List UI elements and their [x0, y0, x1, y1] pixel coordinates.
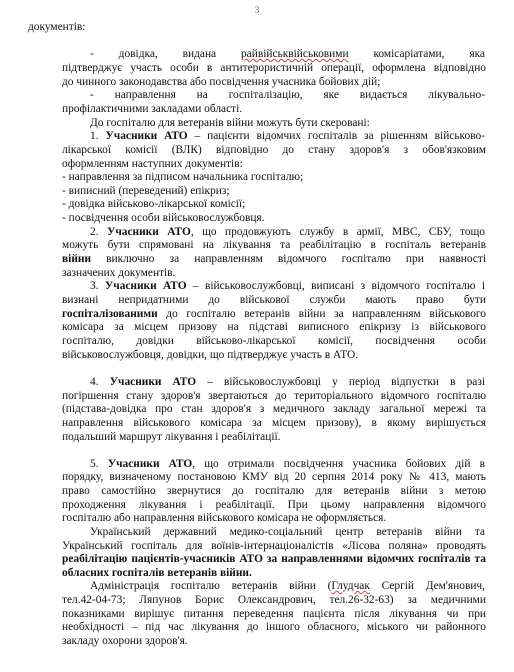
text-line: - довідка, видана райвійськвійськовими комісаріатами, яка: [90, 48, 485, 60]
text-line: документів:: [28, 21, 86, 33]
text-line: - направлення на госпіталізацію, яке видається лікувально-: [90, 89, 485, 101]
text-line: 4. Учасники АТО – військовослужбовці у період відпустки в разі: [90, 376, 485, 388]
text-line: направлення військового комісара за місцем призову), в якому вирішується: [62, 417, 486, 429]
text-line: госпіталю або направлення військового комісара не оформляється.: [62, 512, 387, 524]
text-line: - довідка військово-лікарської комісії;: [62, 198, 246, 210]
text-line: 3. Учасники АТО – військовослужбовці, виписані з відомчого госпіталю і: [90, 280, 486, 292]
page-number: 3: [254, 5, 260, 15]
text-line: до чинного законодавства або посвідчення учасника бойових дій;: [62, 76, 381, 88]
text-line: - посвідчення особи військовослужбовця.: [62, 212, 265, 224]
text-line: комісара за місцем призову на підставі виписного епікризу із військового: [62, 321, 486, 333]
text-line: подальший маршрут лікування і реабілітації.: [62, 431, 281, 443]
text-line: 1. Учасники АТО – пацієнти відомчих госпіталів за рішенням військово-: [90, 130, 485, 142]
text-line: проходження лікування і реабілітації. При цьому направлення відомчого: [62, 499, 486, 511]
text-line: Адміністрація госпіталю ветеранів війни (Глудчак Сергій Дем'янович,: [90, 580, 485, 592]
text-line: - направлення за підписом начальника госпіталю;: [62, 171, 304, 183]
text-line: порядку, визначеному постановою КМУ від 20 серпня 2014 року № 413, мають: [62, 471, 486, 483]
text-line: обласних госпіталів ветеранів війни.: [62, 567, 252, 579]
text-line: лікарської комісії (ВЛК) відповідно до стану здоров'я з обов'язковим: [62, 144, 486, 156]
text-line: оформленням наступних документів:: [62, 158, 243, 170]
text-line: госпіталю, довідки військово-лікарської комісії, посвідчення особи: [62, 335, 486, 347]
text-line: закладу охорони здоров'я.: [62, 635, 188, 647]
text-line: профілактичними закладами області.: [62, 103, 243, 115]
text-line: реабілітацію пацієнтів-учасників АТО за направленнями відомчих госпіталів та: [62, 553, 486, 565]
text-line: 2. Учасники АТО, що продовжують службу в армії, МВС, СБУ, тощо: [90, 226, 486, 238]
text-line: визнані непридатними до військової служби мають право бути: [62, 294, 486, 306]
text-line: війни виключно за направленням відомчого госпіталю при наявності: [62, 253, 486, 265]
text-line: зазначених документів.: [62, 267, 176, 279]
text-line: госпіталізованими до госпіталю ветеранів війни за направленням військового: [62, 308, 486, 320]
text-line: 5. Учасники АТО, що отримали посвідчення учасника бойових дій в: [90, 458, 485, 470]
text-line: До госпіталю для ветеранів війни можуть бути скеровані:: [90, 117, 370, 129]
text-line: Український госпіталь для воїнів-інтернаціоналістів «Лісова поляна» проводять: [62, 540, 486, 552]
text-line: право самостійно звернутися до госпіталю для ветеранів війни з метою: [62, 485, 486, 497]
text-line: (підстава-довідка про стан здоров'я з медичного закладу загальної мережі та: [62, 403, 486, 415]
text-line: показниками вирішує питання переведення пацієнта після лікування чи при: [62, 608, 486, 620]
text-line: - виписний (переведений) епікриз;: [62, 185, 230, 197]
text-line: необхідності – під час лікування до іншого обласного, міського чи районного: [62, 621, 486, 633]
text-line: Український державний медико-соціальний центр ветеранів війни та: [90, 526, 485, 538]
text-line: погіршення стану здоров'я звертаються до територіального відомчого госпіталю: [62, 390, 486, 402]
text-line: військовослужбовця, довідки, що підтверджує участь в АТО.: [62, 349, 359, 361]
text-line: тел.42-04-73; Ляпунов Борис Олександрович, тел.26-32-63) за медичними: [62, 594, 486, 606]
text-line: підтверджує участь особи в антитерористичній операції, оформлена відповідно: [62, 62, 486, 74]
text-line: можуть бути спрямовані на лікування та реабілітацію в госпіталь ветеранів: [62, 239, 486, 251]
